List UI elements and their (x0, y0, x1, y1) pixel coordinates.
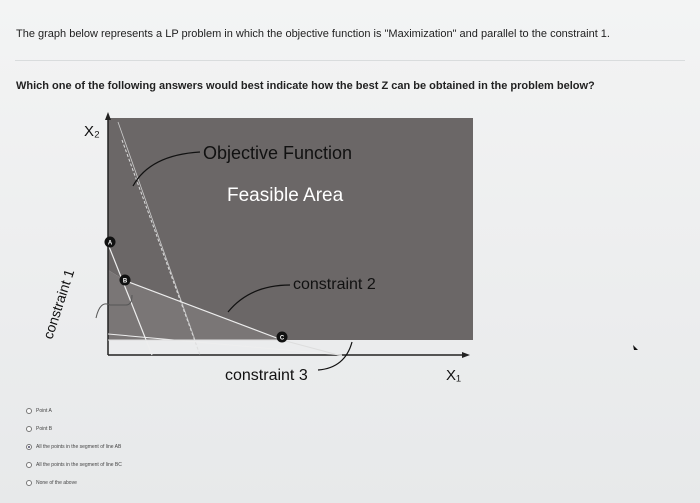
question-prompt: Which one of the following answers would best indicate how the best Z can be obtained in the problem below? (16, 80, 595, 92)
radio-button[interactable] (26, 426, 32, 432)
feasible-area-label: Feasible Area (227, 185, 344, 206)
question-text: The graph below represents a LP problem in which the objective function is "Maximization" and parallel to the constraint 1. (16, 28, 610, 40)
objective-function-label: Objective Function (203, 143, 353, 163)
x2-arrow (105, 112, 111, 120)
option-none[interactable] (26, 474, 122, 492)
option-label: Point B (36, 426, 53, 432)
point-c-label: C (279, 335, 285, 342)
radio-button[interactable] (26, 408, 32, 414)
option-segment-ab[interactable] (26, 438, 122, 456)
constraint2-label: constraint 2 (293, 276, 376, 293)
point-b-label: B (122, 278, 128, 285)
option-segment-bc[interactable] (26, 456, 122, 474)
option-point-a[interactable] (26, 402, 122, 420)
cursor-mark (633, 345, 638, 350)
constraint3-label: constraint 3 (225, 367, 308, 384)
option-label: All the points in the segment of line AB (36, 444, 122, 450)
option-label: All the points in the segment of line BC (36, 462, 122, 468)
option-label: None of the above (36, 480, 77, 486)
point-a-label: A (107, 240, 113, 247)
constraint1-label: constraint 1 (39, 267, 78, 341)
x1-label: X₁ (446, 367, 462, 384)
x2-label: X₂ (84, 123, 100, 140)
option-point-b[interactable] (26, 420, 122, 438)
constraint3-extension (282, 340, 342, 356)
answer-options (26, 402, 122, 492)
constraint3-callout (318, 342, 352, 370)
radio-button-selected[interactable] (26, 444, 32, 450)
radio-button[interactable] (26, 462, 32, 468)
option-label: Point A (36, 408, 52, 414)
x1-arrow (462, 352, 470, 358)
radio-button[interactable] (26, 480, 32, 486)
